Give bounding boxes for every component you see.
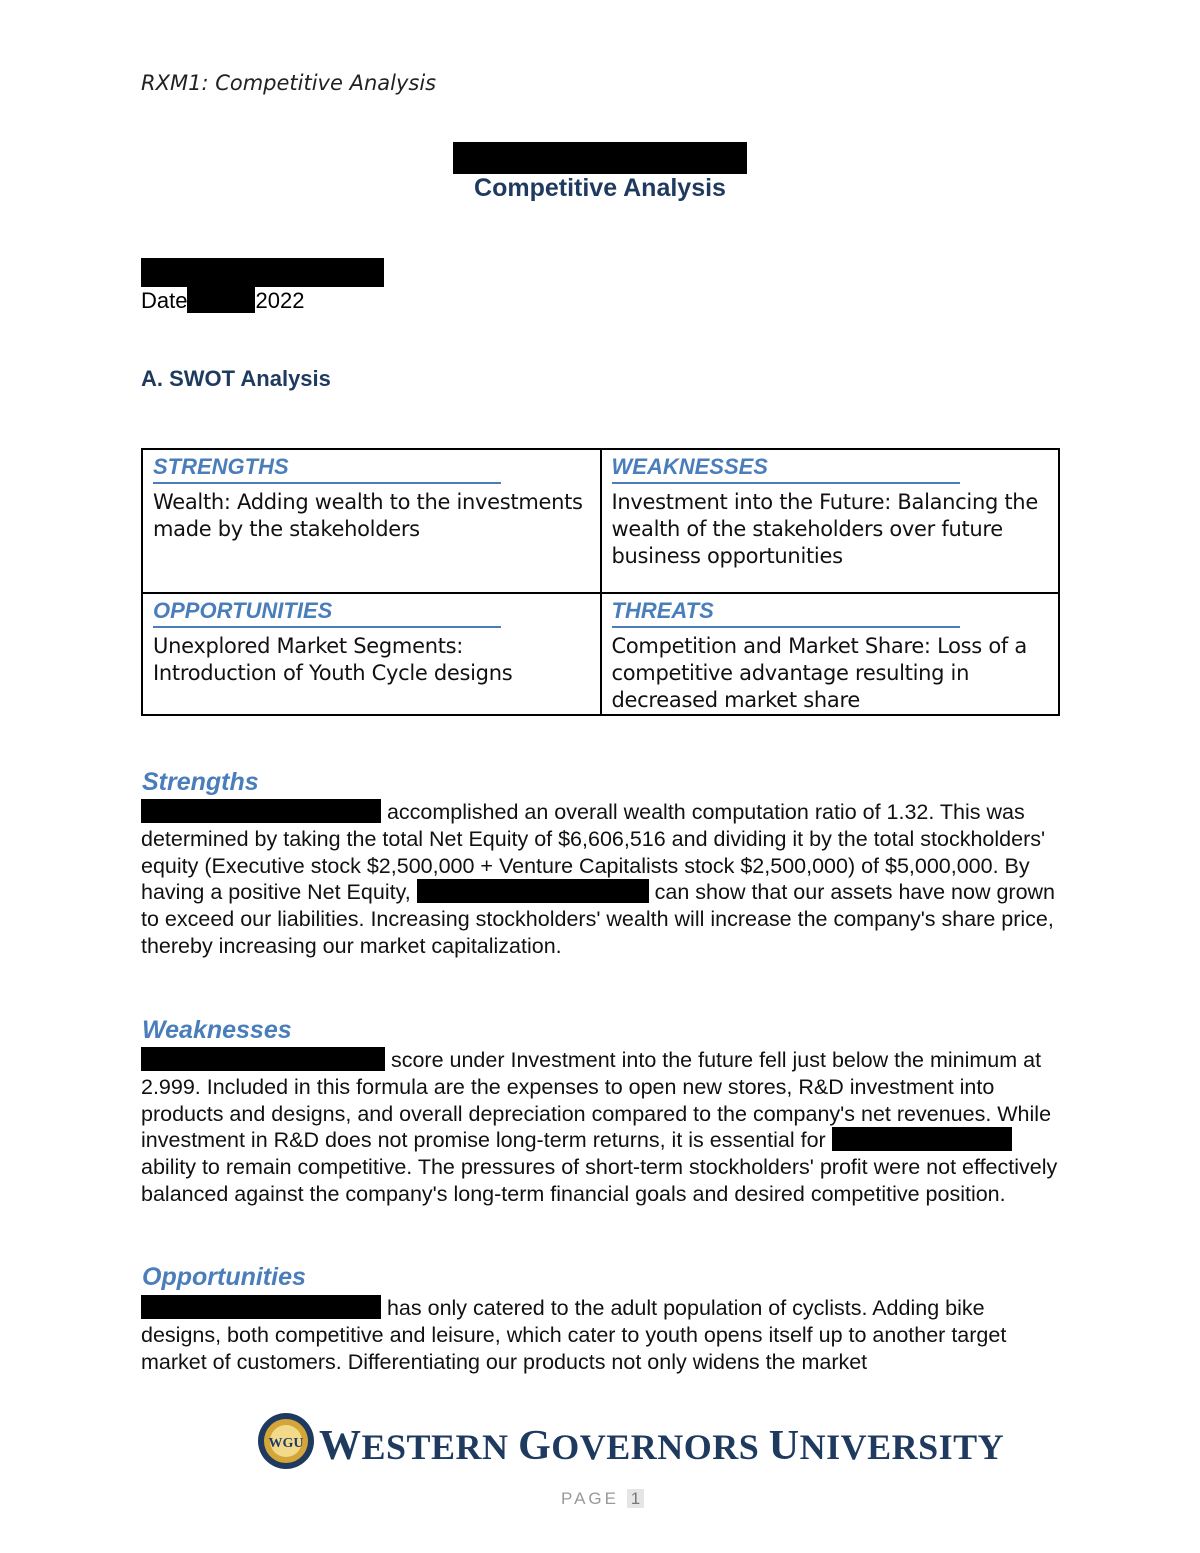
- redacted-block: [141, 1295, 381, 1319]
- swot-text: Investment into the Future: Balancing the wealth of the stakeholders over future business opportunities: [611, 490, 1038, 568]
- redacted-block: [832, 1127, 1012, 1151]
- redacted-block: [141, 799, 381, 823]
- weaknesses-paragraph: score under Investment into the future fell just below the minimum at 2.999. Included in this formula are the expenses to open new stores, R&D investment into products and designs, and overall depreciation compared to the company's net revenues. While investment in R&D does not promise long-term returns, it is essential for ability to remain competitive. The pressures of short-term stockholders' profit were not effectively balanced against the company's long-term financial goals and desired competitive position.: [141, 1048, 1058, 1206]
- swot-table: [141, 448, 1060, 716]
- swot-cell-weaknesses: [601, 449, 1060, 593]
- swot-heading: WEAKNESSES: [612, 454, 960, 484]
- svg-text:WGU: WGU: [268, 1436, 304, 1451]
- section-heading: A. SWOT Analysis: [141, 366, 331, 391]
- swot-cell-opportunities: [142, 593, 601, 715]
- swot-heading: OPPORTUNITIES: [153, 598, 501, 628]
- opportunities-heading: Opportunities: [142, 1263, 306, 1291]
- swot-cell-strengths: [142, 449, 601, 593]
- redacted-block: [187, 287, 255, 313]
- page-number: PAGE 1: [561, 1489, 644, 1509]
- opportunities-paragraph: has only catered to the adult population of cyclists. Adding bike designs, both competitive and leisure, which cater to youth opens itself up to another target market of customers. Differentiating our products not only widens the market: [141, 1296, 1007, 1374]
- strengths-heading: Strengths: [142, 768, 259, 796]
- date-label: Date: [141, 288, 188, 313]
- redacted-block: [141, 1047, 385, 1071]
- wgu-logo: [257, 1412, 1005, 1472]
- wgu-wordmark: WESTERN GOVERNORS UNIVERSITY: [319, 1423, 1005, 1469]
- redacted-block: [417, 879, 649, 903]
- swot-heading: STRENGTHS: [153, 454, 501, 484]
- swot-text: Unexplored Market Segments: Introduction of Youth Cycle designs: [153, 634, 513, 685]
- wgu-seal-icon: [257, 1412, 315, 1470]
- date-line: [141, 287, 304, 314]
- redacted-block: [453, 142, 747, 174]
- swot-text: Competition and Market Share: Loss of a competitive advantage resulting in decreased market share: [611, 634, 1027, 712]
- weaknesses-heading: Weaknesses: [142, 1016, 292, 1044]
- running-header: RXM1: Competitive Analysis: [141, 71, 437, 95]
- strengths-paragraph: accomplished an overall wealth computation ratio of 1.32. This was determined by taking the total Net Equity of $6,606,516 and dividing it by the total stockholders' equity (Executive stock $2,500,000 + Venture Capitalists stock $2,500,000) of $5,000,000. By having a positive Net Equity, can show that our assets have now grown to exceed our liabilities. Increasing stockholders' wealth will increase the company's share price, thereby increasing our market capitalization.: [141, 800, 1056, 958]
- swot-text: Wealth: Adding wealth to the investments made by the stakeholders: [153, 490, 583, 541]
- page-title: Competitive Analysis: [474, 174, 726, 202]
- redacted-block: [141, 258, 384, 287]
- swot-heading: THREATS: [612, 598, 960, 628]
- date-year: 2022: [255, 288, 305, 313]
- swot-cell-threats: [601, 593, 1060, 715]
